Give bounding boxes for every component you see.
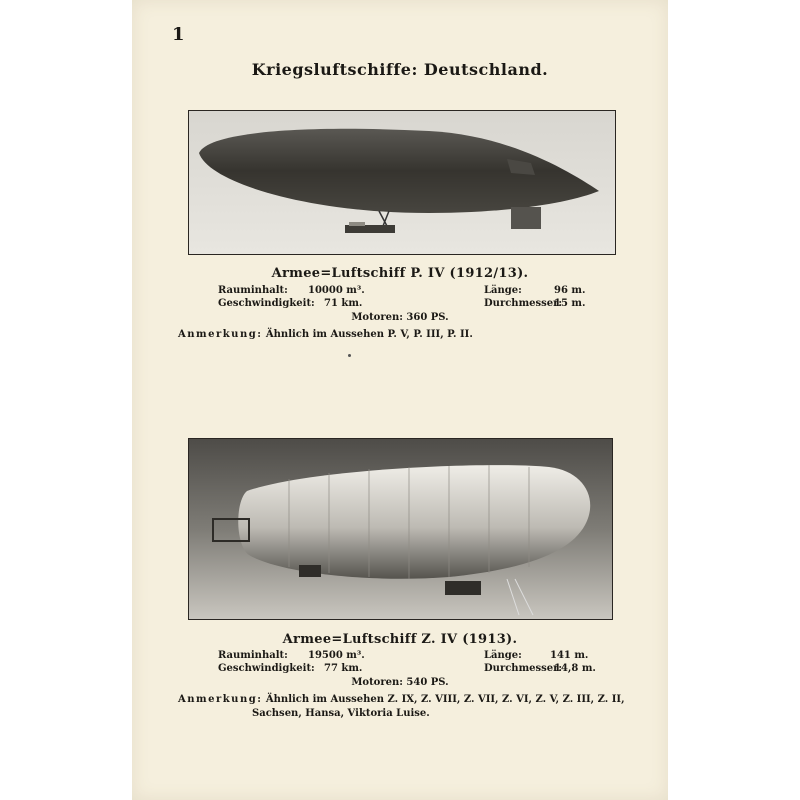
note-line: Ähnlich im Aussehen Z. IX, Z. VIII, Z. VII, Z. VI, Z. V, Z. III, Z. II, bbox=[265, 694, 625, 705]
laenge-value: 96 m. bbox=[554, 285, 586, 296]
note-line: Sachsen, Hansa, Viktoria Luise. bbox=[252, 708, 430, 719]
airship-p4-photo bbox=[188, 110, 616, 255]
book-page bbox=[132, 0, 668, 800]
laenge-label: Länge: bbox=[484, 650, 522, 661]
durchmesser-value: 15 m. bbox=[554, 298, 586, 309]
note-label: Anmerkung: bbox=[178, 694, 263, 705]
geschwindigkeit-value: 71 km. bbox=[324, 298, 363, 309]
airship-z4-note bbox=[178, 693, 625, 707]
airship-z4-note-continued bbox=[252, 707, 430, 721]
geschwindigkeit-label: Geschwindigkeit: bbox=[218, 298, 315, 309]
decorative-dot bbox=[348, 354, 351, 357]
airship-z4-photo bbox=[188, 438, 613, 620]
laenge-value: 141 m. bbox=[550, 650, 589, 661]
durchmesser-value: 14,8 m. bbox=[554, 663, 596, 674]
airship-p4-caption: Armee=Luftschiff P. IV (1912/13). bbox=[271, 266, 529, 281]
airship-p4-specs bbox=[218, 285, 598, 315]
laenge-label: Länge: bbox=[484, 285, 522, 296]
geschwindigkeit-value: 77 km. bbox=[324, 663, 363, 674]
durchmesser-label: Durchmesser: bbox=[484, 298, 563, 309]
durchmesser-label: Durchmesser: bbox=[484, 663, 563, 674]
rauminhalt-value: 19500 m³. bbox=[308, 650, 365, 661]
airship-z4-motoren: Motoren: 540 PS. bbox=[351, 677, 449, 688]
airship-photo-icon bbox=[189, 111, 615, 254]
rauminhalt-label: Rauminhalt: bbox=[218, 650, 288, 661]
note-line: Ähnlich im Aussehen P. V, P. III, P. II. bbox=[265, 329, 473, 340]
page-number: 1 bbox=[172, 24, 185, 45]
airship-p4-motoren: Motoren: 360 PS. bbox=[351, 312, 449, 323]
page-title: Kriegsluftschiffe: Deutschland. bbox=[251, 60, 549, 79]
airship-z4-caption: Armee=Luftschiff Z. IV (1913). bbox=[282, 632, 518, 647]
note-label: Anmerkung: bbox=[178, 329, 263, 340]
zeppelin-photo-icon bbox=[189, 439, 612, 619]
airship-z4-specs bbox=[218, 650, 598, 680]
rauminhalt-label: Rauminhalt: bbox=[218, 285, 288, 296]
rauminhalt-value: 10000 m³. bbox=[308, 285, 365, 296]
airship-p4-note bbox=[178, 328, 473, 342]
geschwindigkeit-label: Geschwindigkeit: bbox=[218, 663, 315, 674]
